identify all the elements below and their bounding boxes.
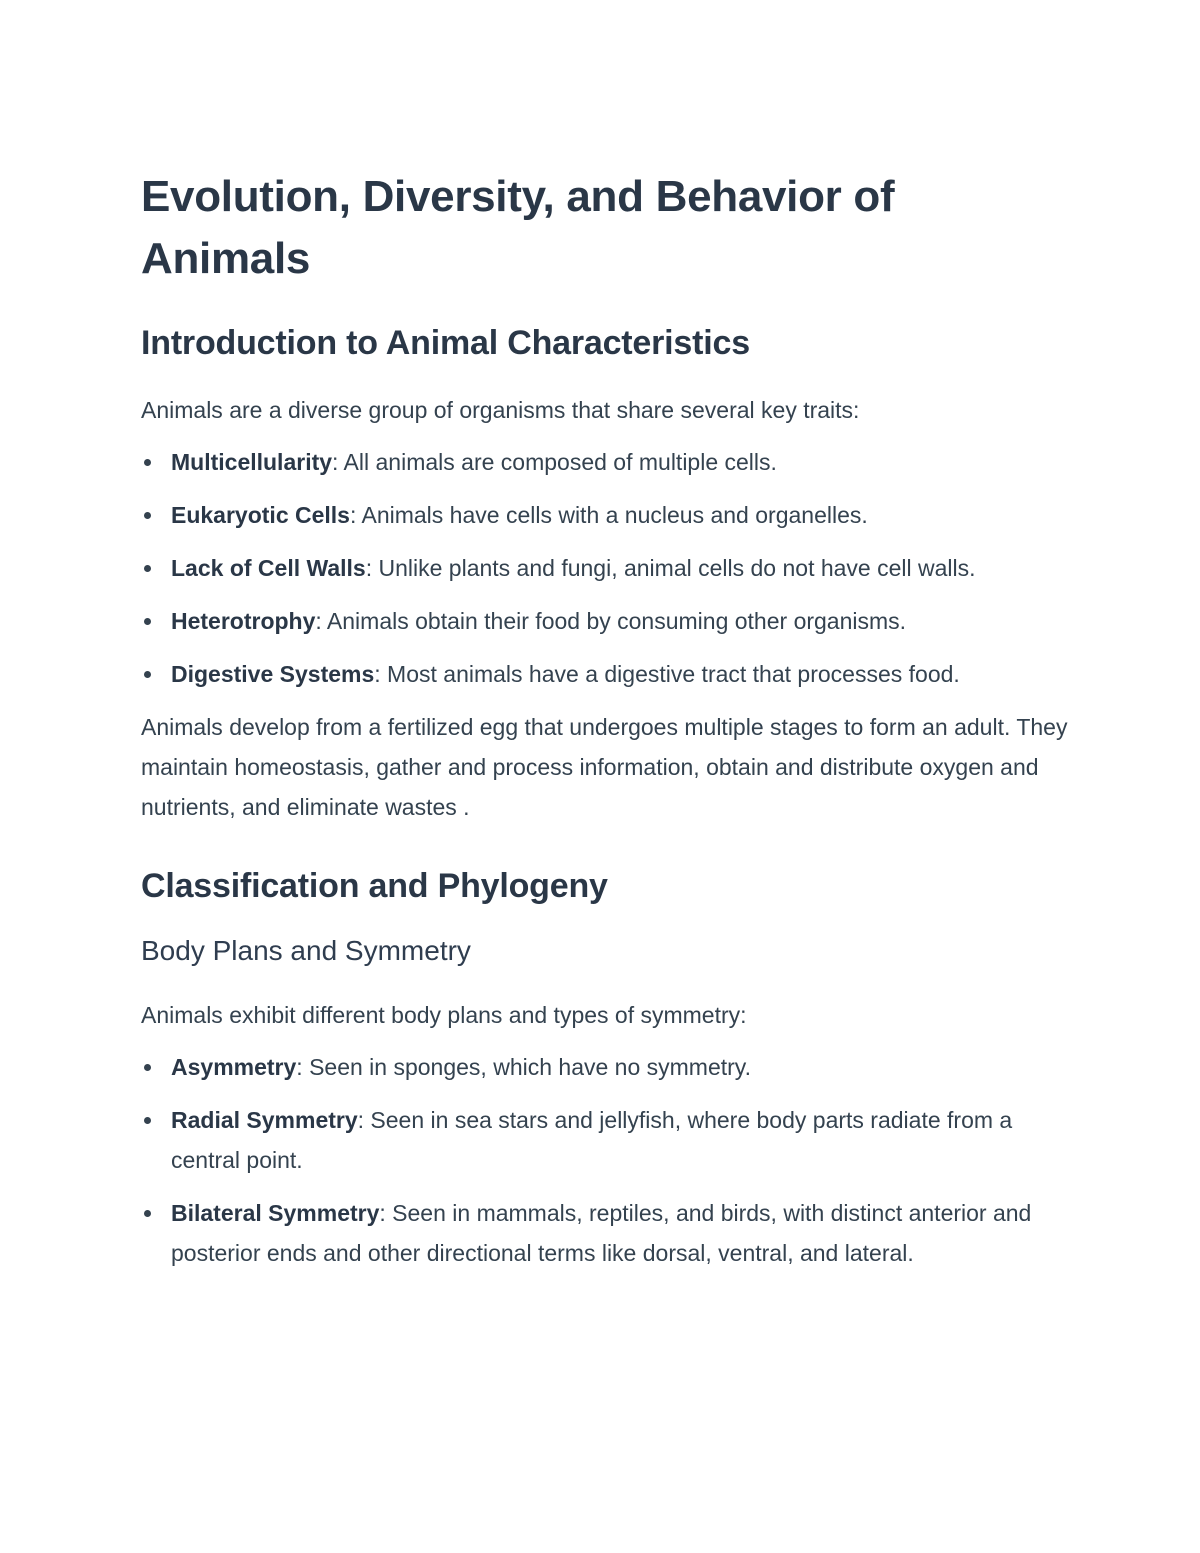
section-heading-introduction: Introduction to Animal Characteristics — [141, 324, 750, 362]
list-item-term: Heterotrophy — [171, 608, 316, 634]
list-item — [141, 442, 1071, 482]
symmetry-intro-paragraph: Animals exhibit different body plans and types of symmetry: — [141, 1002, 747, 1028]
list-item-term: Asymmetry — [171, 1054, 297, 1080]
list-item — [141, 1100, 1071, 1180]
bullet-icon — [144, 1210, 151, 1217]
bullet-icon — [144, 1117, 151, 1124]
list-item — [141, 601, 1071, 641]
traits-list — [141, 442, 1071, 694]
list-item-text: : All animals are composed of multiple cells. — [332, 449, 777, 475]
bullet-icon — [144, 512, 151, 519]
section-heading-classification: Classification and Phylogeny — [141, 867, 608, 905]
list-item-text: : Most animals have a digestive tract that processes food. — [374, 661, 960, 687]
list-item-term: Multicellularity — [171, 449, 333, 475]
bullet-icon — [144, 565, 151, 572]
list-item-text: : Animals obtain their food by consuming other organisms. — [315, 608, 907, 634]
list-item-term: Bilateral Symmetry — [171, 1200, 380, 1226]
list-item-text: : Unlike plants and fungi, animal cells do not have cell walls. — [365, 555, 976, 581]
list-item-term: Lack of Cell Walls — [171, 555, 366, 581]
subsection-heading-body-plans: Body Plans and Symmetry — [141, 935, 471, 966]
list-item — [141, 495, 1071, 535]
bullet-icon — [144, 618, 151, 625]
list-item-text: : Seen in mammals, reptiles, and birds, with distinct anterior and posterior ends and other directional terms like dorsal, ventral, and lateral. — [171, 1200, 1032, 1266]
list-item-term: Eukaryotic Cells — [171, 502, 350, 528]
list-item-text: : Seen in sea stars and jellyfish, where body parts radiate from a central point. — [171, 1107, 1013, 1173]
document-page — [141, 166, 1071, 1286]
list-item — [141, 1193, 1071, 1273]
list-item-text: : Animals have cells with a nucleus and organelles. — [349, 502, 868, 528]
section-intro-paragraph: Animals are a diverse group of organisms that share several key traits: — [141, 397, 860, 423]
list-item — [141, 654, 1071, 694]
bullet-icon — [144, 1064, 151, 1071]
symmetry-list — [141, 1047, 1071, 1273]
list-item — [141, 1047, 1071, 1087]
list-item — [141, 548, 1071, 588]
document-title: Evolution, Diversity, and Behavior of Animals — [141, 172, 895, 283]
bullet-icon — [144, 671, 151, 678]
list-item-term: Radial Symmetry — [171, 1107, 358, 1133]
bullet-icon — [144, 459, 151, 466]
development-paragraph: Animals develop from a fertilized egg that undergoes multiple stages to form an adult. They maintain homeostasis, gather and process information, obtain and distribute oxygen and nutrients, and eliminate wastes . — [141, 714, 1068, 820]
list-item-term: Digestive Systems — [171, 661, 375, 687]
list-item-text: : Seen in sponges, which have no symmetry. — [296, 1054, 751, 1080]
